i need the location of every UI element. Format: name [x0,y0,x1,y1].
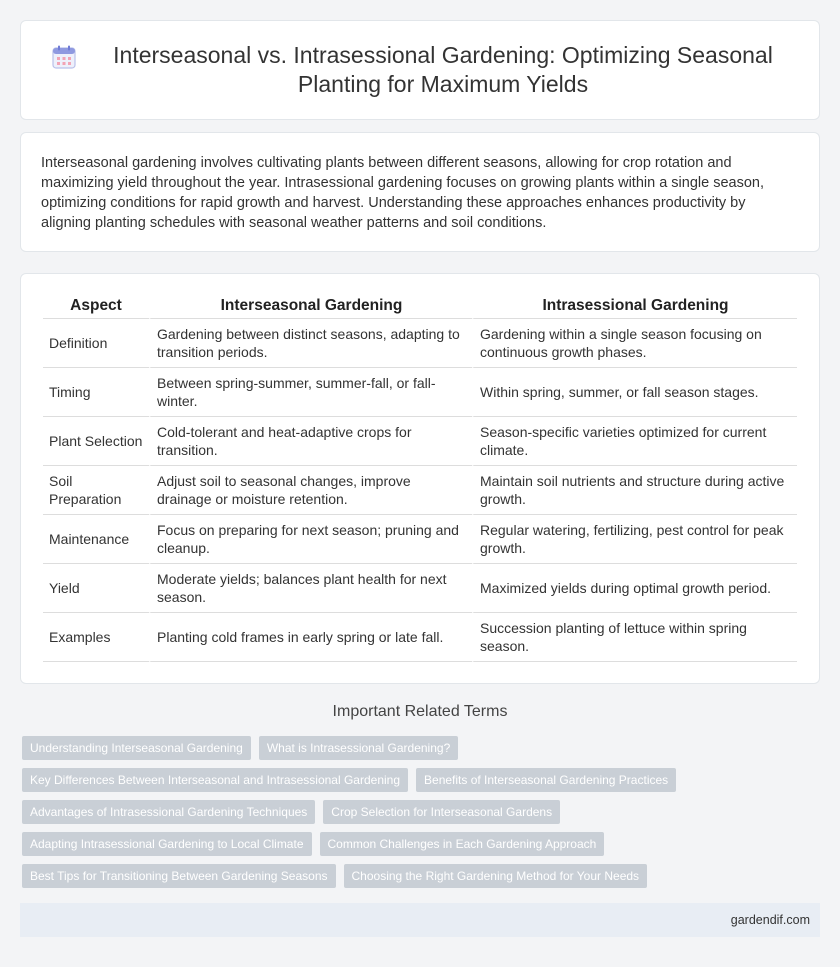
row-intrasessional: Maximized yields during optimal growth period. [472,564,797,613]
table-row [43,319,797,368]
related-term-tag[interactable]: Advantages of Intrasessional Gardening Techniques [22,800,315,824]
related-term-tag[interactable]: Understanding Interseasonal Gardening [22,736,251,760]
intro-card [20,132,820,252]
related-term-tag[interactable]: Best Tips for Transitioning Between Gardening Seasons [22,864,336,888]
related-term-tag[interactable]: Key Differences Between Interseasonal and Intrasessional Gardening [22,768,408,792]
related-term-tag[interactable]: Choosing the Right Gardening Method for Your Needs [344,864,648,888]
row-interseasonal: Planting cold frames in early spring or late fall. [149,613,472,662]
row-intrasessional: Gardening within a single season focusing on continuous growth phases. [472,319,797,368]
footer [20,903,820,937]
comparison-table [43,292,797,662]
row-intrasessional: Maintain soil nutrients and structure during active growth. [472,466,797,515]
row-interseasonal: Between spring-summer, summer-fall, or fall-winter. [149,368,472,417]
row-aspect: Timing [43,368,149,417]
row-interseasonal: Moderate yields; balances plant health for next season. [149,564,472,613]
calendar-icon [51,44,77,70]
related-terms-list [22,736,702,888]
related-term-tag[interactable]: Crop Selection for Interseasonal Gardens [323,800,560,824]
row-interseasonal: Focus on preparing for next season; pruning and cleanup. [149,515,472,564]
footer-site-link[interactable]: gardendif.com [730,913,810,927]
related-term-tag[interactable]: What is Intrasessional Gardening? [259,736,458,760]
table-row [43,613,797,662]
table-row [43,564,797,613]
related-terms-title: Important Related Terms [332,703,508,720]
table-row [43,515,797,564]
table-row [43,466,797,515]
row-aspect: Maintenance [43,515,149,564]
row-interseasonal: Cold-tolerant and heat-adaptive crops for transition. [149,417,472,466]
table-header-row [43,292,797,319]
row-intrasessional: Season-specific varieties optimized for current climate. [472,417,797,466]
header-interseasonal: Interseasonal Gardening [149,292,472,319]
page-title: Interseasonal vs. Intrasessional Gardening: Optimizing Seasonal Planting for Maximum Yields [113,42,773,97]
row-intrasessional: Regular watering, fertilizing, pest control for peak growth. [472,515,797,564]
table-row [43,368,797,417]
row-aspect: Examples [43,613,149,662]
header-aspect: Aspect [43,292,149,319]
related-term-tag[interactable]: Benefits of Interseasonal Gardening Practices [416,768,676,792]
related-term-tag[interactable]: Adapting Intrasessional Gardening to Local Climate [22,832,312,856]
header-card [20,20,820,120]
row-aspect: Soil Preparation [43,466,149,515]
row-aspect: Plant Selection [43,417,149,466]
row-aspect: Yield [43,564,149,613]
row-intrasessional: Within spring, summer, or fall season stages. [472,368,797,417]
table-row [43,417,797,466]
row-aspect: Definition [43,319,149,368]
row-intrasessional: Succession planting of lettuce within spring season. [472,613,797,662]
related-term-tag[interactable]: Common Challenges in Each Gardening Approach [320,832,605,856]
intro-text: Interseasonal gardening involves cultivating plants between different seasons, allowing for crop rotation and maximizing yield throughout the year. Intrasessional gardening focuses on growing plants within a single season, optimizing conditions for rapid growth and harvest. Understanding these approaches enhances productivity by aligning planting schedules with seasonal weather patterns and soil conditions. [41,155,765,231]
header-intrasessional: Intrasessional Gardening [472,292,797,319]
row-interseasonal: Gardening between distinct seasons, adapting to transition periods. [149,319,472,368]
comparison-table-card [20,273,820,684]
row-interseasonal: Adjust soil to seasonal changes, improve drainage or moisture retention. [149,466,472,515]
